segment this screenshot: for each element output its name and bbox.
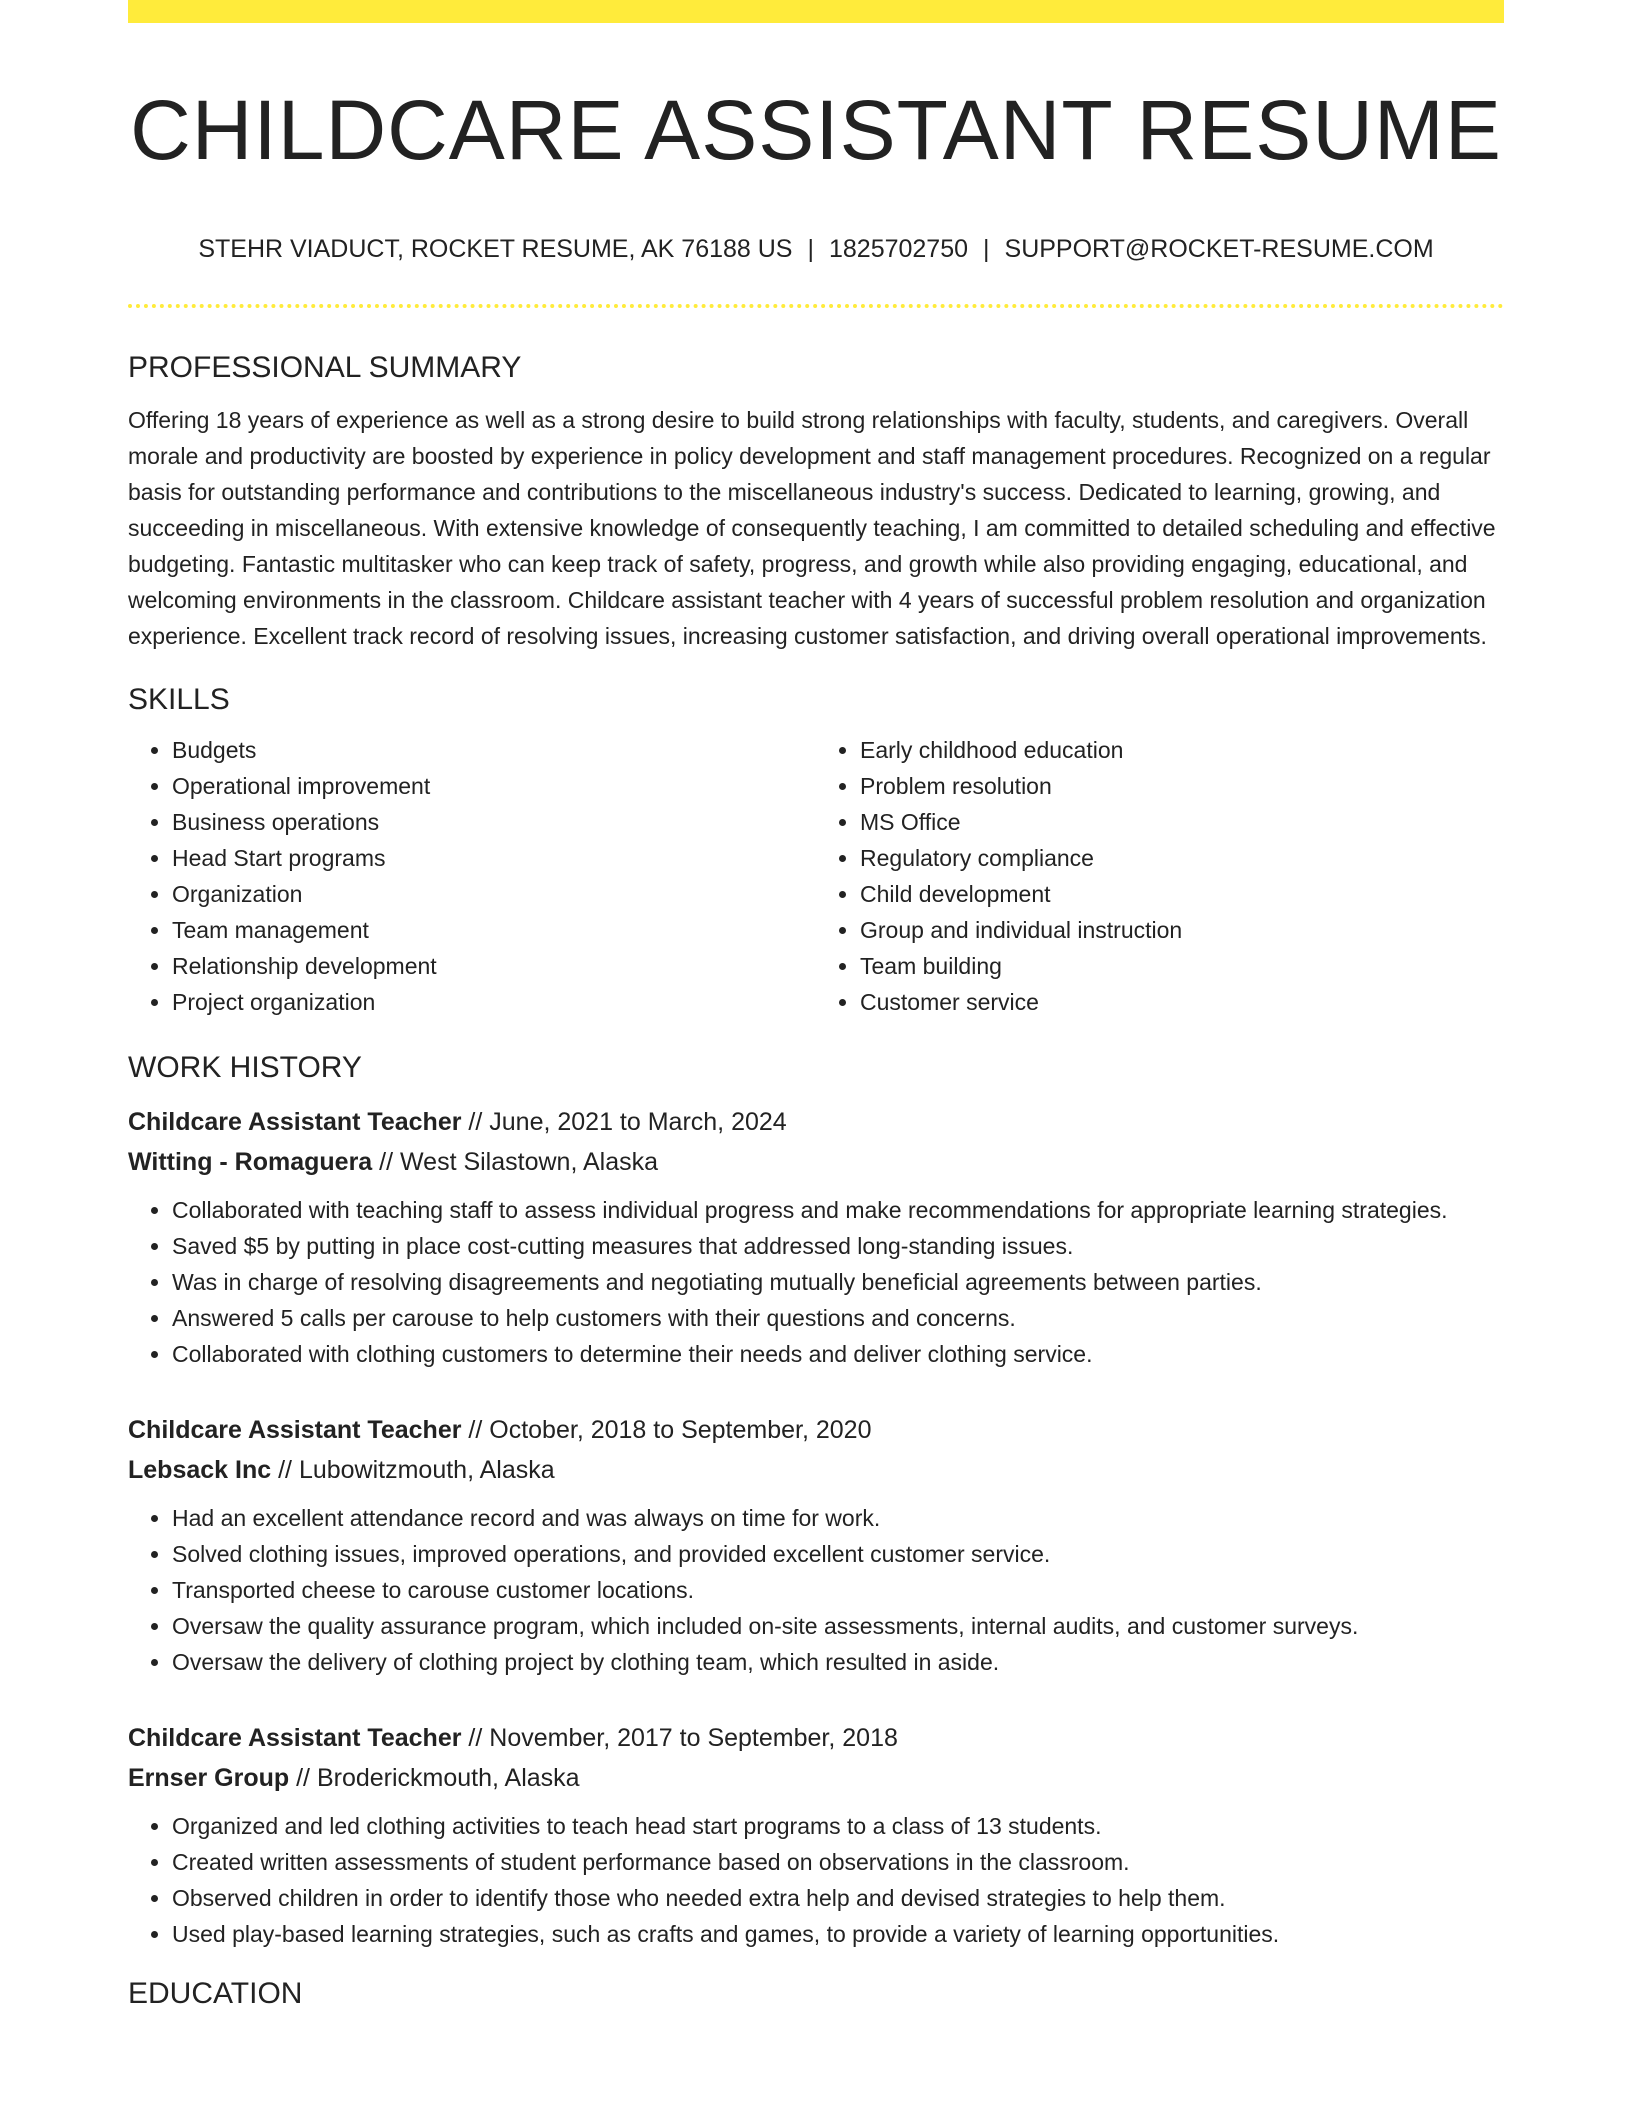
- job-company: Lebsack Inc: [128, 1456, 272, 1484]
- job-title: Childcare Assistant Teacher: [128, 1724, 462, 1752]
- skill-item: • MS Office: [860, 804, 1504, 840]
- job-location: West Silastown, Alaska: [400, 1148, 658, 1176]
- work-history-heading: WORK HISTORY: [128, 1051, 362, 1084]
- job-bullet: • Oversaw the quality assurance program, which included on-site assessments, internal audits, and customer surveys.: [172, 1608, 1504, 1644]
- job-dates: November, 2017 to September, 2018: [489, 1724, 898, 1752]
- skills-grid: [128, 732, 1504, 1020]
- job-location: Lubowitzmouth, Alaska: [298, 1456, 555, 1484]
- summary-text: Offering 18 years of experience as well as a strong desire to build strong relationships with faculty, students, and caregivers. Overall morale and productivity are boosted by experience in policy development and staff management procedures. Recognized on a regular basis for outstanding performance and contributions to the miscellaneous industry's success. Dedicated to learning, growing, and succeeding in miscellaneous. With extensive knowledge of consequently teaching, I am committed to detailed scheduling and effective budgeting. Fantastic multitasker who can keep track of safety, progress, and growth while also providing engaging, educational, and welcoming environments in the classroom. Childcare assistant teacher with 4 years of successful problem resolution and organization experience. Excellent track record of resolving issues, increasing customer satisfaction, and driving overall operational improvements.: [128, 407, 1496, 649]
- job-location: Broderickmouth, Alaska: [316, 1764, 580, 1792]
- job-bullet: • Collaborated with clothing customers to determine their needs and deliver clothing service.: [172, 1336, 1504, 1372]
- resume-title: CHILDCARE ASSISTANT RESUME: [130, 83, 1502, 177]
- skill-item: • Early childhood education: [860, 732, 1504, 768]
- job-title-line: [128, 1410, 1504, 1450]
- skill-item: • Head Start programs: [172, 840, 816, 876]
- job-separator: //: [461, 1416, 490, 1444]
- skill-item: • Child development: [860, 876, 1504, 912]
- job-entry: [128, 1102, 1504, 1372]
- skills-list-right: [816, 732, 1504, 1020]
- job-title-line: [128, 1718, 1504, 1758]
- summary-heading: PROFESSIONAL SUMMARY: [128, 351, 522, 384]
- skills-heading: SKILLS: [128, 683, 230, 716]
- job-bullet: • Used play-based learning strategies, such as crafts and games, to provide a variety of learning opportunities.: [172, 1916, 1504, 1952]
- education-heading: EDUCATION: [128, 1977, 303, 2010]
- skills-list-left: [128, 732, 816, 1020]
- job-bullet: • Collaborated with teaching staff to assess individual progress and make recommendations for appropriate learning strategies.: [172, 1192, 1504, 1228]
- job-bullet: • Created written assessments of student performance based on observations in the classroom.: [172, 1844, 1504, 1880]
- job-bullet: • Solved clothing issues, improved operations, and provided excellent customer service.: [172, 1536, 1504, 1572]
- skill-item: • Regulatory compliance: [860, 840, 1504, 876]
- skill-item: • Budgets: [172, 732, 816, 768]
- job-bullet: • Answered 5 calls per carouse to help customers with their questions and concerns.: [172, 1300, 1504, 1336]
- job-entry: [128, 1410, 1504, 1680]
- resume-content: [128, 0, 1504, 2014]
- skill-item: • Project organization: [172, 984, 816, 1020]
- contact-email: SUPPORT@ROCKET-RESUME.COM: [1004, 235, 1434, 263]
- job-company: Ernser Group: [128, 1764, 290, 1792]
- job-company-line: [128, 1450, 1504, 1490]
- job-separator: //: [271, 1456, 299, 1484]
- job-bullet: • Saved $5 by putting in place cost-cutting measures that addressed long-standing issues.: [172, 1228, 1504, 1264]
- job-bullet: • Oversaw the delivery of clothing project by clothing team, which resulted in aside.: [172, 1644, 1504, 1680]
- dotted-divider: [128, 304, 1504, 308]
- job-title: Childcare Assistant Teacher: [128, 1416, 462, 1444]
- job-bullet-list: [128, 1192, 1504, 1372]
- job-bullet: • Had an excellent attendance record and was always on time for work.: [172, 1500, 1504, 1536]
- job-dates: October, 2018 to September, 2020: [489, 1416, 872, 1444]
- job-separator: //: [289, 1764, 317, 1792]
- job-bullet: • Transported cheese to carouse customer locations.: [172, 1572, 1504, 1608]
- job-company-line: [128, 1758, 1504, 1798]
- skill-item: • Customer service: [860, 984, 1504, 1020]
- job-separator: //: [372, 1148, 401, 1176]
- job-separator: //: [461, 1108, 490, 1136]
- job-title-line: [128, 1102, 1504, 1142]
- skill-item: • Team management: [172, 912, 816, 948]
- skill-item: • Group and individual instruction: [860, 912, 1504, 948]
- contact-line: [128, 232, 1504, 266]
- job-bullet-list: [128, 1808, 1504, 1952]
- job-bullet: • Organized and led clothing activities to teach head start programs to a class of 13 students.: [172, 1808, 1504, 1844]
- contact-address: STEHR VIADUCT, ROCKET RESUME, AK 76188 US: [198, 235, 793, 263]
- job-bullet: • Was in charge of resolving disagreements and negotiating mutually beneficial agreements between parties.: [172, 1264, 1504, 1300]
- job-dates: June, 2021 to March, 2024: [489, 1108, 787, 1136]
- contact-separator: |: [983, 235, 990, 263]
- job-company: Witting - Romaguera: [128, 1148, 373, 1176]
- contact-separator: |: [807, 235, 814, 263]
- skill-item: • Business operations: [172, 804, 816, 840]
- job-bullet: • Observed children in order to identify those who needed extra help and devised strategies to help them.: [172, 1880, 1504, 1916]
- skill-item: • Team building: [860, 948, 1504, 984]
- job-separator: //: [461, 1724, 490, 1752]
- skill-item: • Organization: [172, 876, 816, 912]
- skill-item: • Problem resolution: [860, 768, 1504, 804]
- job-title: Childcare Assistant Teacher: [128, 1108, 462, 1136]
- skill-item: • Operational improvement: [172, 768, 816, 804]
- job-entry: [128, 1718, 1504, 1952]
- job-company-line: [128, 1142, 1504, 1182]
- job-bullet-list: [128, 1500, 1504, 1680]
- contact-phone: 1825702750: [828, 235, 969, 263]
- skill-item: • Relationship development: [172, 948, 816, 984]
